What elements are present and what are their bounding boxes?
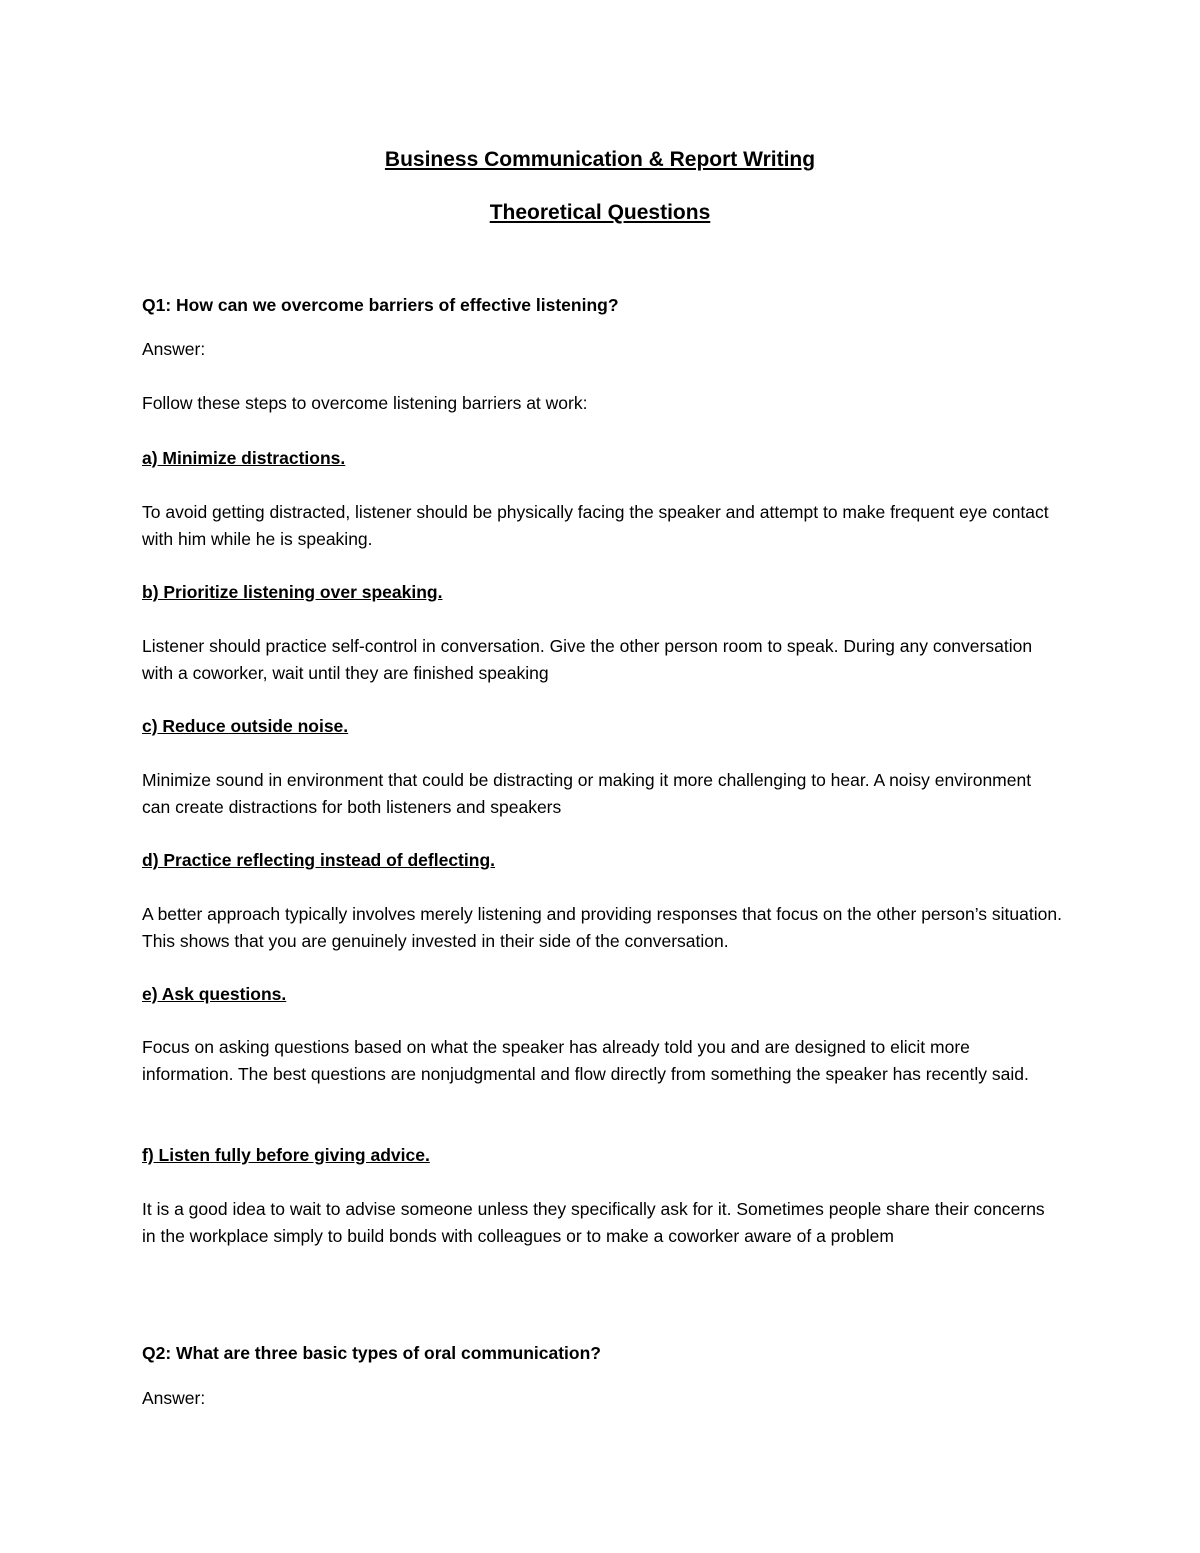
- item-heading-e: e) Ask questions.: [142, 984, 287, 1004]
- item-heading-c: c) Reduce outside noise.: [142, 716, 349, 736]
- item-text-f: It is a good idea to wait to advise someone unless they specifically ask for it. Sometimes people share their concerns in the workplace simply to build bonds with colleagues or to make a coworker aware of a problem: [142, 1199, 1045, 1246]
- item-text-e: Focus on asking questions based on what the speaker has already told you and are designed to elicit more information. The best questions are nonjudgmental and flow directly from something the speaker has recently said.: [142, 1037, 1029, 1084]
- item-text-d: A better approach typically involves merely listening and providing responses that focus on the other person’s situation. This shows that you are genuinely invested in their side of the conversation.: [142, 904, 1062, 951]
- answer-label-2: Answer:: [142, 1388, 206, 1408]
- question-2: Q2: What are three basic types of oral communication?: [142, 1343, 601, 1363]
- question-1: Q1: How can we overcome barriers of effective listening?: [142, 295, 619, 315]
- item-heading-d: d) Practice reflecting instead of deflecting.: [142, 850, 495, 870]
- item-heading-a: a) Minimize distractions.: [142, 448, 346, 468]
- item-text-a: To avoid getting distracted, listener should be physically facing the speaker and attempt to make frequent eye contact with him while he is speaking.: [142, 502, 1049, 549]
- document-title: Business Communication & Report Writing: [384, 148, 816, 171]
- item-heading-b: b) Prioritize listening over speaking.: [142, 582, 443, 602]
- item-heading-f: f) Listen fully before giving advice.: [142, 1145, 430, 1165]
- answer-intro: Follow these steps to overcome listening barriers at work:: [142, 393, 588, 413]
- document-subtitle: Theoretical Questions: [489, 201, 711, 224]
- item-text-b: Listener should practice self-control in conversation. Give the other person room to speak. During any conversation with a coworker, wait until they are finished speaking: [142, 636, 1033, 683]
- answer-label-1: Answer:: [142, 339, 206, 359]
- item-text-c: Minimize sound in environment that could be distracting or making it more challenging to hear. A noisy environment can create distractions for both listeners and speakers: [142, 770, 1032, 817]
